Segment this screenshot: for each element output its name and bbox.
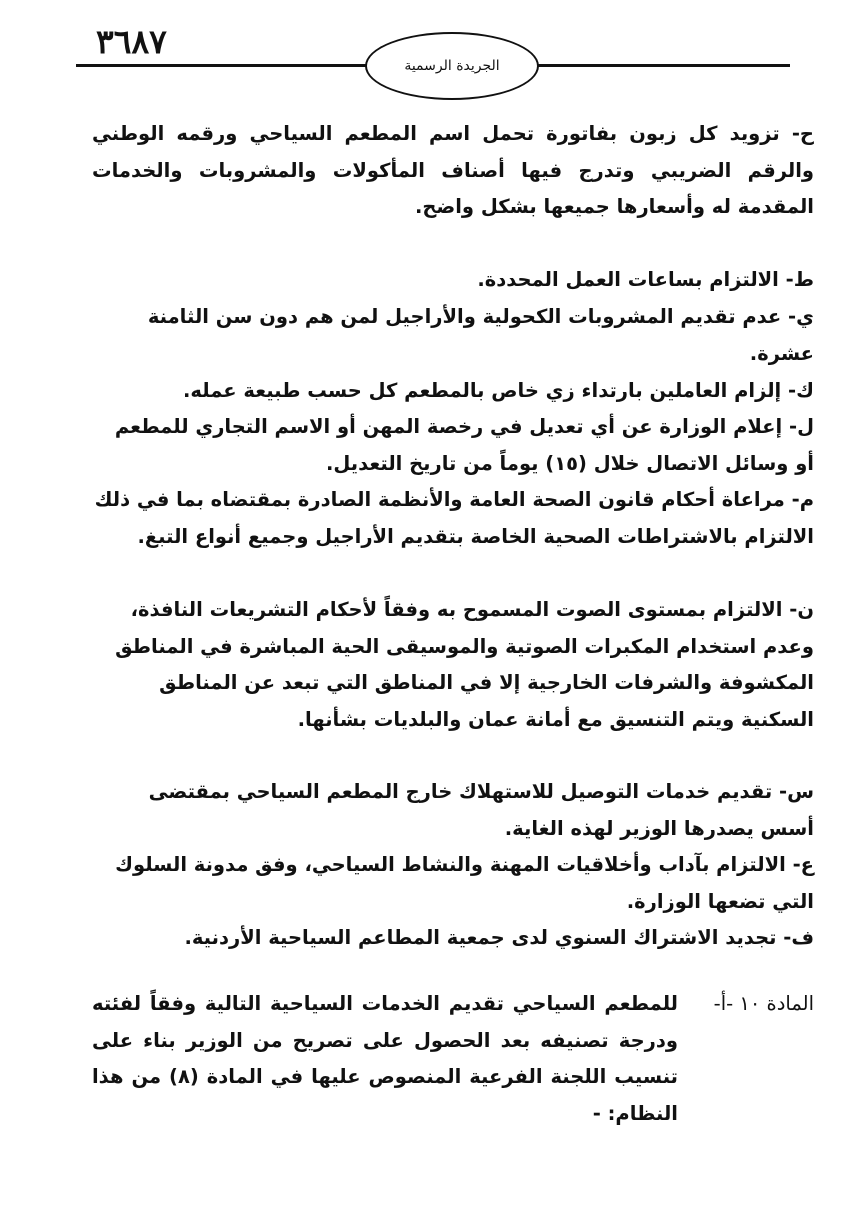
- article-label: المادة ١٠ -أ-: [713, 992, 814, 1015]
- clause-marker: ل-: [788, 415, 814, 438]
- publication-emblem: [365, 32, 539, 100]
- clause-text: الالتزام بساعات العمل المحددة.: [477, 268, 779, 291]
- clause-ya: [92, 299, 814, 373]
- clause-sin: [92, 774, 814, 847]
- clause-ayn: [92, 847, 814, 920]
- clause-text: الالتزام بآداب وأخلاقيات المهنة والنشاط السياحي، وفق مدونة السلوك التي تضعها الوزارة.: [115, 853, 814, 913]
- clause-fa: [92, 920, 814, 957]
- clause-nun: [92, 592, 814, 774]
- clause-marker: ح-: [791, 122, 814, 145]
- article-10: [92, 986, 814, 1132]
- clause-text: إلزام العاملين بارتداء زي خاص بالمطعم كل حسب طبيعة عمله.: [183, 379, 782, 402]
- article-text: للمطعم السياحي تقديم الخدمات السياحية التالية وفقاً لفئته ودرجة تصنيفه بعد الحصول على تصريح من الوزير بناء على تنسيب اللجنة الفرعية المنصوص عليها في المادة (٨) من هذا النظام: -: [92, 992, 678, 1125]
- clause-text: تزويد كل زبون بفاتورة تحمل اسم المطعم السياحي ورقمه الوطني والرقم الضريبي وتدرج فيها أصناف المأكولات والمشروبات والخدمات المقدمة له وأسعارها جميعها بشكل واضح.: [92, 122, 814, 218]
- clause-ta: [92, 262, 814, 299]
- clause-mim: [92, 482, 814, 592]
- publication-title: الجريدة الرسمية: [404, 58, 500, 74]
- clause-text: تقديم خدمات التوصيل للاستهلاك خارج المطعم السياحي بمقتضى أسس يصدرها الوزير لهذه الغاية.: [148, 780, 814, 840]
- clause-text: مراعاة أحكام قانون الصحة العامة والأنظمة الصادرة بمقتضاه بما في ذلك الالتزام بالاشتراطات الصحية الخاصة بتقديم الأراجيل وجميع أنواع التبغ.: [94, 488, 814, 548]
- clauses-list: [92, 116, 814, 957]
- clause-lam: [92, 409, 814, 482]
- clause-text: إعلام الوزارة عن أي تعديل في رخصة المهن أو الاسم التجاري للمطعم أو وسائل الاتصال خلال (١٥) يوماً من تاريخ التعديل.: [114, 415, 814, 475]
- clause-marker: م-: [791, 488, 814, 511]
- clause-marker: س-: [778, 780, 814, 803]
- clause-marker: ك-: [788, 379, 814, 402]
- clause-ha: [92, 116, 814, 262]
- page-number: ٣٦٨٧: [96, 22, 167, 61]
- clause-marker: ن-: [789, 598, 814, 621]
- clause-marker: ف-: [783, 926, 814, 949]
- clause-marker: ع-: [792, 853, 814, 876]
- clause-kaf: [92, 373, 814, 409]
- clause-text: تجديد الاشتراك السنوي لدى جمعية المطاعم السياحية الأردنية.: [184, 926, 777, 949]
- clause-marker: ط-: [785, 268, 814, 291]
- clause-text: عدم تقديم المشروبات الكحولية والأراجيل لمن هم دون سن الثامنة عشرة.: [147, 305, 814, 365]
- clause-text: الالتزام بمستوى الصوت المسموح به وفقاً لأحكام التشريعات النافذة، وعدم استخدام المكبرات الصوتية والموسيقى الحية المباشرة في المناطق المكشوفة والشرفات الخارجية إلا في المناطق التي تبعد عن المناطق السكنية ويتم التنسيق مع أمانة عمان والبلديات بشأنها.: [115, 598, 814, 731]
- clause-marker: ي-: [788, 305, 814, 328]
